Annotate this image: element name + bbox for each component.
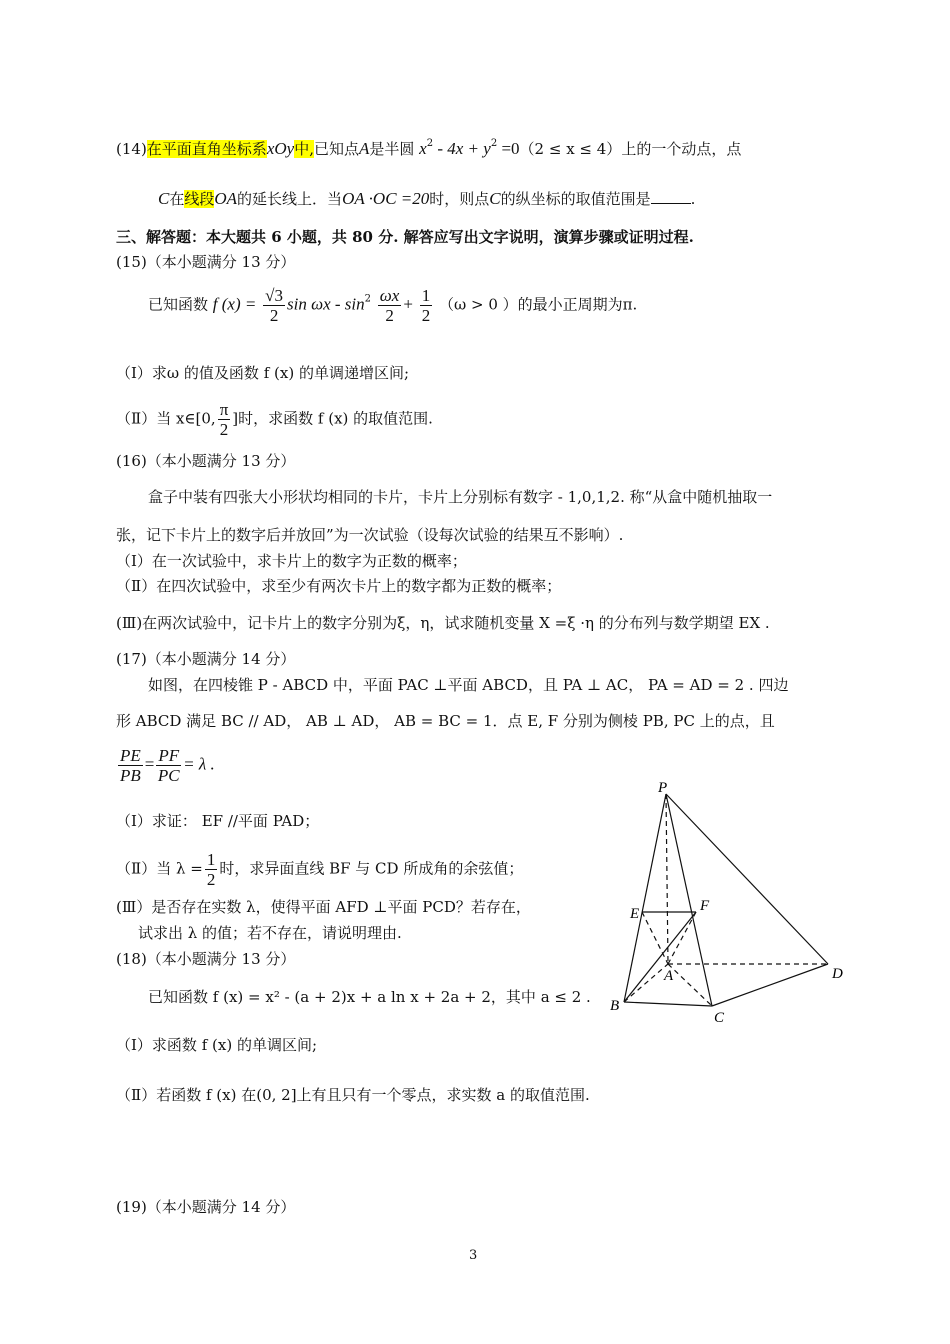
q14-line1: (14)在平面直角坐标系xOy中,已知点A是半圆 $x^2 - 4x + y^2 =0(2 \le x \le 4)$上的一个动点，点: [116, 138, 742, 158]
q16-header: (16)（本小题满分 13 分）: [116, 452, 296, 470]
fraction-half: $\frac{1}{2}$: [206, 850, 216, 889]
q14-highlight-2: 中,: [294, 140, 314, 158]
label-C: C: [714, 1010, 725, 1026]
q16-line1: 盒子中装有四张大小形状均相同的卡片，卡片上分别标有数字 - 1,0,1,2. 称“从盒中随机抽取一: [148, 488, 773, 506]
edge-AE: [642, 912, 668, 964]
edge-AF: [668, 912, 696, 964]
q17-header: (17)（本小题满分 14 分）: [116, 650, 296, 668]
q17-line1: 如图，在四棱锥 P - ABCD 中，平面 PAC ⊥平面 ABCD，且 PA ⊥ AC， PA = AD = 2 . 四边: [148, 676, 789, 694]
edge-BF: [624, 912, 696, 1002]
q14-xoy: xOy: [266, 139, 295, 158]
label-P: P: [658, 780, 668, 796]
q18-part2: （Ⅱ）若函数 f (x) 在(0, 2]上有且只有一个零点，求实数 a 的取值范围.: [116, 1086, 590, 1104]
fraction-pf-pc: $\frac{PF}{PC}$: [157, 746, 180, 785]
edge-AC: [668, 964, 712, 1006]
q18-function-def: 已知函数 f (x) = x² - (a + 2)x + a ln x + 2a + 2，其中 a ≤ 2 .: [148, 988, 591, 1006]
q17-part2: （Ⅱ）当 λ = $\frac{1}{2}$ 时，求异面直线 BF 与 CD 所成角的余弦值；: [116, 850, 524, 889]
q18-part1: （Ⅰ）求函数 f (x) 的单调区间;: [116, 1036, 317, 1054]
q14-number: (14): [116, 140, 147, 158]
q14-line2: C在线段OA的延长线上．当OA ·OC =20时，则点C的纵坐标的取值范围是 .: [158, 189, 696, 208]
edge-PA: [666, 794, 668, 964]
q14-highlight-3: 线段: [184, 190, 215, 208]
q15-part1: （Ⅰ）求ω 的值及函数 f (x) 的单调递增区间;: [116, 364, 409, 382]
q17-part3a: (Ⅲ）是否存在实数 λ，使得平面 AFD ⊥平面 PCD？若存在，: [116, 898, 531, 916]
q16-part2: （Ⅱ）在四次试验中，求至少有两次卡片上的数字都为正数的概率；: [116, 577, 562, 595]
q16-line2: 张，记下卡片上的数字后并放回”为一次试验（设每次试验的结果互不影响）.: [116, 526, 624, 544]
edge-PD: [666, 794, 828, 964]
q17-part3b: 试求出 λ 的值；若不存在，请说明理由.: [138, 924, 402, 942]
edge-CD: [712, 964, 828, 1006]
q15-header: (15)（本小题满分 13 分）: [116, 253, 296, 271]
fraction-pe-pb: $\frac{PE}{PB}$: [120, 746, 141, 785]
q19-header: (19)（本小题满分 14 分）: [116, 1198, 296, 1216]
q17-part1: （Ⅰ）求证： EF //平面 PAD；: [116, 812, 320, 830]
q16-part1: （Ⅰ）在一次试验中，求卡片上的数字为正数的概率；: [116, 552, 467, 570]
q17-line2: 形 ABCD 满足 BC // AD， AB ⊥ AD， AB = BC = 1．点 E, F 分别为侧棱 PB, PC 上的点，且: [116, 712, 775, 730]
edge-BC: [624, 1002, 712, 1006]
label-B: B: [610, 998, 620, 1014]
label-A: A: [664, 968, 674, 984]
section-3-heading: 三、解答题：本大题共 6 小题，共 80 分. 解答应写出文字说明，演算步骤或证明过程.: [116, 228, 694, 246]
page-number: 3: [469, 1248, 478, 1263]
q18-header: (18)（本小题满分 13 分）: [116, 950, 296, 968]
q15-function-def: 已知函数 f (x) = $\frac{√3}{2}$ sin ωx - $\sin^2$ $\frac{\omega x}{2}$ + $\frac{1}{2}$ （ω > 0 ）的最小正周期为π.: [148, 286, 638, 325]
fraction-pi-over-2: $\frac{\pi}{2}$: [219, 400, 229, 439]
label-E: E: [630, 906, 640, 922]
fraction-wx-over-2: $\frac{\omega x}{2}$: [379, 286, 400, 325]
q17-ratio: $\frac{PE}{PB}$ = $\frac{PF}{PC}$ = λ .: [120, 746, 215, 785]
fraction-sqrt3-over-2: $\frac{√3}{2}$: [265, 286, 283, 325]
label-F: F: [700, 898, 710, 914]
q15-part2: （Ⅱ）当 x∈[0, $\frac{\pi}{2}$ ]时，求函数 f (x) 的取值范围.: [116, 400, 433, 439]
label-D: D: [832, 966, 843, 982]
answer-blank: [651, 189, 691, 204]
q14-highlight-1: 在平面直角坐标系: [146, 140, 267, 158]
fraction-1-over-2: $\frac{1}{2}$: [421, 286, 431, 325]
pyramid-figure: [606, 776, 850, 1028]
q16-part3: (Ⅲ)在两次试验中，记卡片上的数字分别为ξ，η，试求随机变量 X =ξ ·η 的分布列与数学期望 EX .: [116, 614, 770, 632]
